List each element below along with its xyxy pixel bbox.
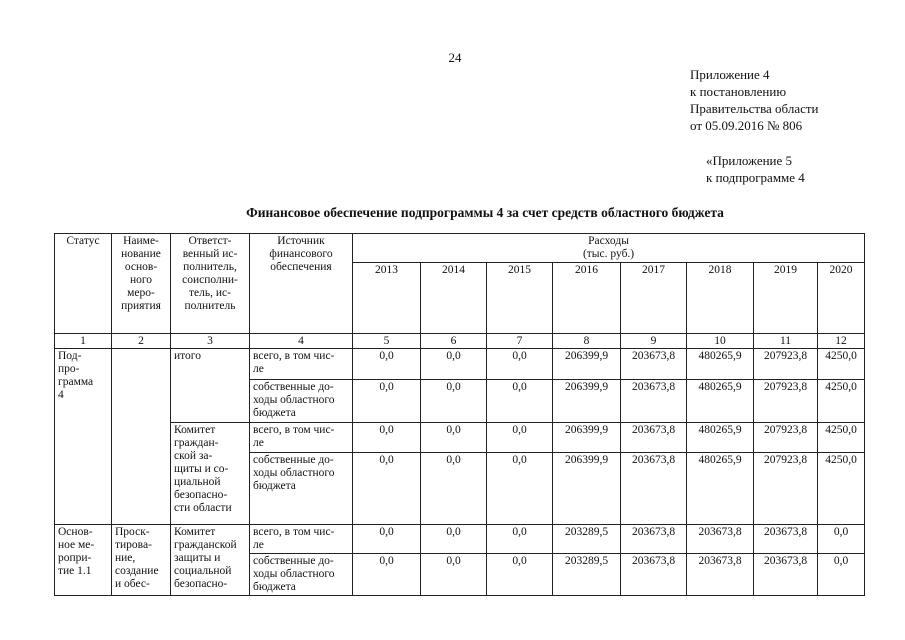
- header-row: [55, 234, 865, 263]
- header-year: 2018: [687, 263, 754, 334]
- header-source: Источник финансового обеспечения: [250, 234, 353, 334]
- header-year: 2019: [754, 263, 818, 334]
- value-cell: 203673,8: [621, 453, 687, 525]
- value-cell: 0,0: [818, 554, 865, 596]
- value-cell: 203673,8: [687, 525, 754, 554]
- value-cell: 0,0: [353, 525, 421, 554]
- status-cell: Основ- ное ме- ропри- тие 1.1: [55, 525, 112, 596]
- value-cell: 0,0: [353, 349, 421, 380]
- value-cell: 0,0: [353, 380, 421, 423]
- header-name: Наиме- нование основ- ного меро- приятия: [112, 234, 171, 334]
- header-year: 2020: [818, 263, 865, 334]
- column-number: 1: [55, 334, 112, 349]
- value-cell: 0,0: [353, 423, 421, 453]
- name-cell: Проск- тирова- ние, создание и обес-: [112, 525, 171, 596]
- column-number: 9: [621, 334, 687, 349]
- header-year: 2014: [421, 263, 487, 334]
- value-cell: 4250,0: [818, 453, 865, 525]
- column-number: 6: [421, 334, 487, 349]
- column-number: 12: [818, 334, 865, 349]
- value-cell: 0,0: [421, 525, 487, 554]
- appendix-line: Правительства области: [690, 101, 819, 116]
- value-cell: 203673,8: [754, 554, 818, 596]
- column-number-row: [55, 334, 865, 349]
- financing-table: [54, 233, 865, 596]
- value-cell: 0,0: [353, 453, 421, 525]
- value-cell: 203673,8: [621, 380, 687, 423]
- value-cell: 0,0: [421, 453, 487, 525]
- header-year: 2016: [553, 263, 621, 334]
- value-cell: 0,0: [487, 554, 553, 596]
- column-number: 11: [754, 334, 818, 349]
- value-cell: 206399,9: [553, 423, 621, 453]
- header-year: 2013: [353, 263, 421, 334]
- value-cell: 480265,9: [687, 423, 754, 453]
- source-cell: собственные до- ходы областного бюджета: [250, 380, 353, 423]
- executor-cell: Комитет гражданской защиты и социальной безопасно-: [171, 525, 250, 596]
- value-cell: 207923,8: [754, 453, 818, 525]
- source-cell: всего, в том чис- ле: [250, 349, 353, 380]
- value-cell: 4250,0: [818, 349, 865, 380]
- appendix-4-reference: [690, 66, 819, 134]
- source-cell: собственные до- ходы областного бюджета: [250, 554, 353, 596]
- column-number: 3: [171, 334, 250, 349]
- value-cell: 206399,9: [553, 349, 621, 380]
- value-cell: 0,0: [487, 380, 553, 423]
- status-cell: Под- про- грамма 4: [55, 349, 112, 525]
- value-cell: 0,0: [487, 453, 553, 525]
- column-number: 2: [112, 334, 171, 349]
- value-cell: 0,0: [353, 554, 421, 596]
- value-cell: 203673,8: [754, 525, 818, 554]
- header-executor: Ответст- венный ис- полнитель, соисполни- тель, ис- полнитель: [171, 234, 250, 334]
- appendix-line: «Приложение 5: [706, 153, 793, 168]
- table-row: [55, 349, 865, 380]
- name-cell: [112, 349, 171, 525]
- table-row: [55, 423, 865, 453]
- value-cell: 0,0: [421, 423, 487, 453]
- source-cell: собственные до- ходы областного бюджета: [250, 453, 353, 525]
- value-cell: 203673,8: [621, 349, 687, 380]
- value-cell: 0,0: [421, 349, 487, 380]
- appendix-line: от 05.09.2016 № 806: [690, 118, 803, 133]
- value-cell: 0,0: [487, 349, 553, 380]
- column-number: 4: [250, 334, 353, 349]
- value-cell: 207923,8: [754, 423, 818, 453]
- value-cell: 480265,9: [687, 453, 754, 525]
- value-cell: 203673,8: [621, 525, 687, 554]
- value-cell: 4250,0: [818, 380, 865, 423]
- appendix-5-reference: [706, 152, 805, 186]
- header-year: 2017: [621, 263, 687, 334]
- executor-cell: итого: [171, 349, 250, 423]
- table-row: [55, 525, 865, 554]
- page-number: 24: [448, 50, 462, 65]
- value-cell: 207923,8: [754, 349, 818, 380]
- value-cell: 0,0: [421, 380, 487, 423]
- column-number: 8: [553, 334, 621, 349]
- column-number: 7: [487, 334, 553, 349]
- value-cell: 0,0: [421, 554, 487, 596]
- source-cell: всего, в том чис- ле: [250, 525, 353, 554]
- executor-cell: Комитет граждан- ской за- щиты и со- циальной безопасно- сти области: [171, 423, 250, 525]
- value-cell: 0,0: [487, 423, 553, 453]
- header-expenses: Расходы (тыс. руб.): [353, 234, 865, 263]
- value-cell: 203289,5: [553, 525, 621, 554]
- column-number: 5: [353, 334, 421, 349]
- source-cell: всего, в том чис- ле: [250, 423, 353, 453]
- value-cell: 207923,8: [754, 380, 818, 423]
- value-cell: 480265,9: [687, 380, 754, 423]
- value-cell: 206399,9: [553, 380, 621, 423]
- appendix-line: Приложение 4: [690, 67, 770, 82]
- value-cell: 4250,0: [818, 423, 865, 453]
- value-cell: 203673,8: [621, 554, 687, 596]
- value-cell: 206399,9: [553, 453, 621, 525]
- value-cell: 480265,9: [687, 349, 754, 380]
- document-title: Финансовое обеспечение подпрограммы 4 за счет средств областного бюджета: [246, 205, 724, 220]
- value-cell: 203673,8: [621, 423, 687, 453]
- value-cell: 203289,5: [553, 554, 621, 596]
- header-status: Статус: [55, 234, 112, 334]
- value-cell: 203673,8: [687, 554, 754, 596]
- column-number: 10: [687, 334, 754, 349]
- value-cell: 0,0: [487, 525, 553, 554]
- value-cell: 0,0: [818, 525, 865, 554]
- header-year: 2015: [487, 263, 553, 334]
- appendix-line: к подпрограмме 4: [706, 170, 805, 185]
- appendix-line: к постановлению: [690, 84, 787, 99]
